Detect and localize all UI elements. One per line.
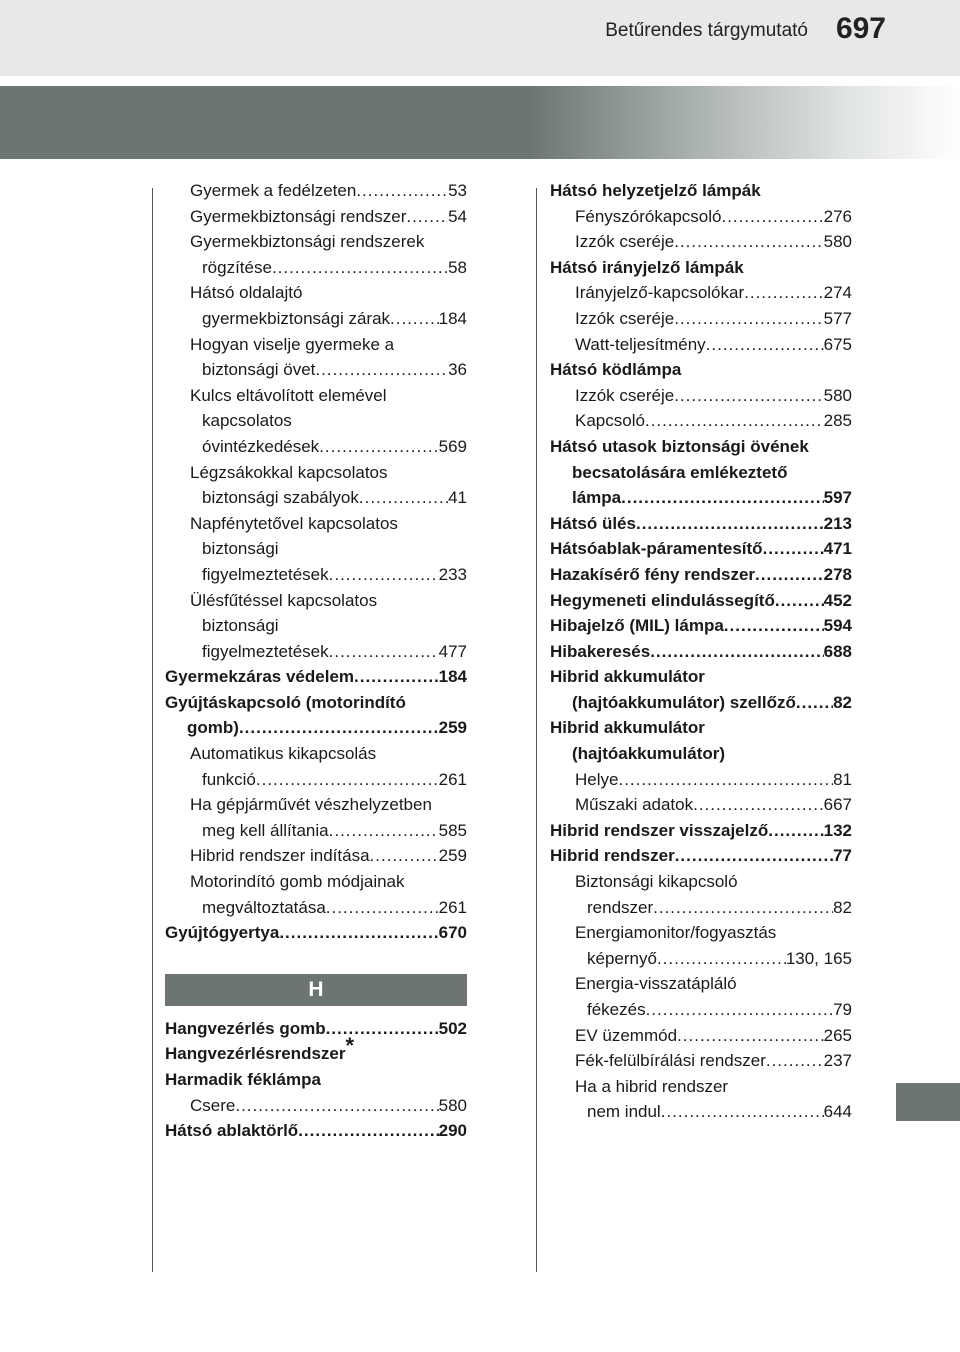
index-entry <box>165 460 467 511</box>
index-entry-text: lámpa <box>572 488 622 508</box>
index-entry <box>550 869 852 920</box>
index-page-ref: 233 <box>438 564 467 584</box>
index-entry <box>165 178 467 204</box>
index-entry-text: képernyő <box>587 948 657 968</box>
index-entry-text: figyelmeztetések <box>202 564 329 584</box>
index-entry-text: Motorindító gomb módjainak <box>190 872 405 892</box>
dot-leader <box>272 255 448 281</box>
dot-leader <box>319 434 438 460</box>
index-page-ref: 675 <box>823 334 852 354</box>
index-entry-text: nem indul <box>587 1102 661 1122</box>
index-page-ref: 77 <box>833 846 852 866</box>
index-entry <box>165 1033 467 1067</box>
dot-leader <box>646 997 833 1023</box>
index-entry <box>550 588 852 614</box>
index-entry-text: biztonsági övet <box>202 360 316 380</box>
index-entry <box>550 280 852 306</box>
index-page-ref: 79 <box>833 1000 852 1019</box>
index-entry-text: (hajtóakkumulátor) szellőző <box>572 692 796 712</box>
index-entry-text: biztonsági <box>202 616 279 636</box>
index-entry-text: Ülésfűtéssel kapcsolatos <box>190 590 378 610</box>
index-page-ref: 585 <box>438 820 467 840</box>
index-entry-text: Izzók cseréje <box>575 308 675 328</box>
index-page-ref: 477 <box>438 641 467 661</box>
header-band <box>0 0 960 76</box>
index-entry-text: rendszer <box>587 897 654 917</box>
index-entry <box>165 204 467 230</box>
dot-leader <box>693 792 824 818</box>
index-entry-text: Irányjelző-kapcsolókar <box>575 283 745 303</box>
index-page-ref: 184 <box>438 667 467 687</box>
index-entry-text: fékezés <box>587 1000 646 1019</box>
index-page-ref: 130, 165 <box>785 948 852 968</box>
index-entry-text: Kulcs eltávolított elemével <box>190 385 387 405</box>
dot-leader <box>618 767 833 793</box>
index-entry-text: meg kell állítania <box>202 820 329 840</box>
index-entry-text: Ha gépjárművét vészhelyzetben <box>190 795 432 815</box>
index-page-ref: 597 <box>823 488 852 508</box>
column-divider-left <box>152 188 153 1272</box>
index-entry <box>550 639 852 665</box>
index-entry-text: biztonsági <box>202 539 279 559</box>
dot-leader <box>256 767 439 793</box>
index-page-ref: 569 <box>438 436 467 456</box>
index-page-ref: 237 <box>823 1051 852 1071</box>
index-page-ref: 53 <box>448 181 467 200</box>
index-entry <box>165 792 467 843</box>
index-page-ref: 54 <box>448 206 467 226</box>
index-entry-text: rögzítése <box>202 257 272 277</box>
index-entry <box>165 869 467 920</box>
index-entry <box>165 1016 467 1042</box>
index-page-ref: 688 <box>823 641 852 661</box>
index-entry-text: Fék-felülbírálási rendszer <box>575 1051 766 1071</box>
section-heading-h: H <box>165 974 467 1006</box>
index-entry-text: Gyermekbiztonsági rendszerek <box>190 232 425 252</box>
index-page-ref: 290 <box>438 1121 467 1141</box>
index-list-g <box>165 178 467 946</box>
dot-leader <box>674 229 823 255</box>
index-entry-text: Napfénytetővel kapcsolatos <box>190 513 398 533</box>
page-header-title: Betűrendes tárgymutató <box>605 20 808 41</box>
index-entry-text: Hegymeneti elindulássegítő <box>550 590 775 610</box>
index-entry <box>165 332 467 383</box>
index-entry <box>165 1067 467 1093</box>
dot-leader <box>755 562 824 588</box>
index-entry-text: Hibrid akkumulátor <box>550 718 705 738</box>
index-page-ref: 132 <box>823 820 852 840</box>
dot-leader <box>657 946 786 972</box>
index-page-ref: 36 <box>448 360 467 380</box>
index-page-ref: 276 <box>823 206 852 226</box>
index-entry <box>550 613 852 639</box>
index-entry <box>550 383 852 409</box>
dot-leader <box>675 843 833 869</box>
index-page-ref: 58 <box>448 257 467 277</box>
index-entry-text: megváltoztatása <box>202 897 326 917</box>
index-entry-text: Fényszórókapcsoló <box>575 206 722 226</box>
index-entry <box>550 204 852 230</box>
index-entry-text: Hibrid rendszer indítása <box>190 846 370 866</box>
index-entry <box>165 1118 467 1144</box>
index-entry-text: Izzók cseréje <box>575 232 675 252</box>
index-entry <box>550 306 852 332</box>
dot-leader <box>768 818 823 844</box>
index-entry <box>165 664 467 690</box>
index-entry <box>165 383 467 460</box>
index-page-ref: 213 <box>823 513 852 533</box>
index-page-ref: 452 <box>823 590 852 610</box>
index-entry <box>550 562 852 588</box>
index-entry <box>165 741 467 792</box>
index-entry-text: Hátsó ablaktörlő <box>165 1121 299 1141</box>
index-page-ref: 81 <box>833 769 852 789</box>
index-entry <box>550 178 852 204</box>
dot-leader <box>677 1023 824 1049</box>
index-column-right <box>550 178 852 1125</box>
index-entry-text: Hátsó helyzetjelző lámpák <box>550 181 761 200</box>
index-entry <box>550 255 852 281</box>
dot-leader <box>661 1099 824 1125</box>
index-page-ref: 471 <box>823 539 852 559</box>
index-page-ref: 184 <box>438 308 467 328</box>
dot-leader <box>326 1016 439 1042</box>
index-entry-text: Automatikus kikapcsolás <box>190 744 377 764</box>
dot-leader <box>645 408 824 434</box>
dot-leader <box>796 690 833 716</box>
index-entry <box>550 715 852 766</box>
index-page-ref: 265 <box>823 1025 852 1045</box>
dot-leader <box>775 588 824 614</box>
index-entry <box>165 1093 467 1119</box>
index-entry <box>165 690 467 741</box>
index-entry-text: figyelmeztetések <box>202 641 329 661</box>
index-page-ref: 670 <box>438 923 467 943</box>
index-entry <box>550 536 852 562</box>
index-entry <box>550 332 852 358</box>
index-page-ref: 259 <box>438 846 467 866</box>
index-page-ref: 580 <box>438 1095 467 1115</box>
dot-leader <box>279 920 438 946</box>
dot-leader <box>636 511 824 537</box>
index-entry-text: Watt-teljesítmény <box>575 334 706 354</box>
dot-leader <box>239 715 439 741</box>
index-entry <box>550 971 852 1022</box>
index-entry-text: Csere <box>190 1095 236 1115</box>
index-entry-text: Biztonsági kikapcsoló <box>575 872 738 892</box>
index-entry-text: Műszaki adatok <box>575 795 694 815</box>
index-entry-text: gomb) <box>187 718 239 738</box>
chapter-thumb-tab <box>896 1083 960 1121</box>
index-entry-text: becsatolására emlékeztető <box>572 462 788 482</box>
dot-leader <box>621 485 823 511</box>
dot-leader <box>721 204 823 230</box>
index-page-ref: 274 <box>823 283 852 303</box>
index-entry <box>165 511 467 588</box>
dot-leader <box>359 485 448 511</box>
index-entry-text: EV üzemmód <box>575 1025 678 1045</box>
index-entry <box>165 843 467 869</box>
dot-leader <box>329 818 439 844</box>
index-entry <box>550 664 852 715</box>
dot-leader <box>390 306 439 332</box>
index-entry-text: Gyújtógyertya <box>165 923 280 943</box>
index-list-h <box>165 1016 467 1144</box>
dot-leader <box>674 306 823 332</box>
index-list-h-continued <box>550 178 852 1125</box>
index-entry-text: Hibrid akkumulátor <box>550 667 705 687</box>
index-entry <box>550 767 852 793</box>
index-entry-text: óvintézkedések <box>202 436 320 456</box>
index-page-ref: 577 <box>823 308 852 328</box>
index-entry <box>550 1074 852 1125</box>
index-entry <box>550 511 852 537</box>
index-entry-text: Hátsó ülés <box>550 513 636 533</box>
index-entry-text: Hátsó oldalajtó <box>190 283 303 303</box>
index-page-ref: 82 <box>833 897 852 917</box>
index-page-ref: 667 <box>823 795 852 815</box>
dot-leader <box>674 383 823 409</box>
index-entry-text: Hátsó ködlámpa <box>550 360 682 380</box>
index-entry <box>550 1048 852 1074</box>
index-page-ref: 259 <box>438 718 467 738</box>
index-entry-text: Izzók cseréje <box>575 385 675 405</box>
index-entry-text: Kapcsoló <box>575 411 645 431</box>
index-entry-text: Gyermek a fedélzeten <box>190 181 357 200</box>
index-entry-text: biztonsági szabályok <box>202 488 359 508</box>
index-entry-text: Hibajelző (MIL) lámpa <box>550 616 724 636</box>
index-page-ref: 278 <box>823 564 852 584</box>
dot-leader <box>315 357 448 383</box>
index-entry-text: Hogyan viselje gyermeke a <box>190 334 395 354</box>
dot-leader <box>650 639 823 665</box>
header-gradient-bar <box>0 86 960 159</box>
index-entry-text: kapcsolatos <box>202 411 292 431</box>
index-page-ref: 580 <box>823 385 852 405</box>
index-page-ref: 285 <box>823 411 852 431</box>
index-entry <box>550 920 852 971</box>
index-entry <box>550 1023 852 1049</box>
index-entry-text: Hazakísérő fény rendszer <box>550 564 756 584</box>
index-page-ref: 644 <box>823 1102 852 1122</box>
index-entry-text: Energiamonitor/fogyasztás <box>575 923 777 943</box>
dot-leader <box>706 332 824 358</box>
dot-leader <box>653 895 833 921</box>
index-page-ref: 580 <box>823 232 852 252</box>
index-page-ref: 82 <box>833 692 852 712</box>
index-entry <box>550 843 852 869</box>
index-entry <box>165 920 467 946</box>
dot-leader <box>744 280 823 306</box>
index-entry-text: Gyermekbiztonsági rendszer <box>190 206 407 226</box>
index-entry <box>550 818 852 844</box>
dot-leader <box>766 1048 824 1074</box>
dot-leader <box>326 895 439 921</box>
dot-leader <box>329 562 439 588</box>
index-entry-text: Energia-visszatápláló <box>575 974 737 994</box>
index-entry <box>550 792 852 818</box>
index-column-left <box>165 178 467 1144</box>
index-entry-text: Helye <box>575 769 619 789</box>
index-entry-text: Hátsó irányjelző lámpák <box>550 257 744 277</box>
index-entry-text: gyermekbiztonsági zárak <box>202 308 391 328</box>
index-entry <box>165 280 467 331</box>
index-entry-text: Ha a hibrid rendszer <box>575 1076 729 1096</box>
index-entry-text: Hátsóablak-páramentesítő <box>550 539 763 559</box>
index-entry <box>550 408 852 434</box>
index-entry-text: Hibrid rendszer visszajelző <box>550 820 769 840</box>
dot-leader <box>329 639 439 665</box>
dot-leader <box>406 204 448 230</box>
index-page-ref: 261 <box>438 897 467 917</box>
dot-leader <box>235 1093 438 1119</box>
index-entry-text: Hibrid rendszer <box>550 846 675 866</box>
index-entry <box>550 434 852 511</box>
dot-leader <box>763 536 824 562</box>
index-entry-text: Harmadik féklámpa <box>165 1070 321 1089</box>
dot-leader <box>354 664 439 690</box>
column-divider-middle <box>536 188 537 1272</box>
index-entry <box>165 588 467 665</box>
index-page-ref: 41 <box>448 488 467 508</box>
dot-leader <box>356 178 448 204</box>
index-page-ref: 594 <box>823 616 852 636</box>
footnote-star: * <box>345 1033 355 1059</box>
index-entry-text: Hátsó utasok biztonsági övének <box>550 436 809 456</box>
index-entry-text: Gyermekzáras védelem <box>165 667 355 687</box>
dot-leader <box>298 1118 438 1144</box>
index-entry-text: Hangvezérlés gomb <box>165 1018 326 1038</box>
index-entry-text: (hajtóakkumulátor) <box>572 744 726 764</box>
index-entry-text: Gyújtáskapcsoló (motorindító <box>165 692 406 712</box>
index-entry <box>550 229 852 255</box>
index-page-ref: 502 <box>438 1018 467 1038</box>
index-entry-text: Légzsákokkal kapcsolatos <box>190 462 388 482</box>
index-entry <box>165 229 467 280</box>
page-number: 697 <box>835 12 886 45</box>
dot-leader <box>370 843 439 869</box>
dot-leader <box>724 613 824 639</box>
index-entry <box>550 357 852 383</box>
index-page-ref: 261 <box>438 769 467 789</box>
index-entry-text: Hangvezérlésrendszer <box>165 1044 346 1064</box>
index-entry-text: funkció <box>202 769 256 789</box>
index-entry-text: Hibakeresés <box>550 641 651 661</box>
